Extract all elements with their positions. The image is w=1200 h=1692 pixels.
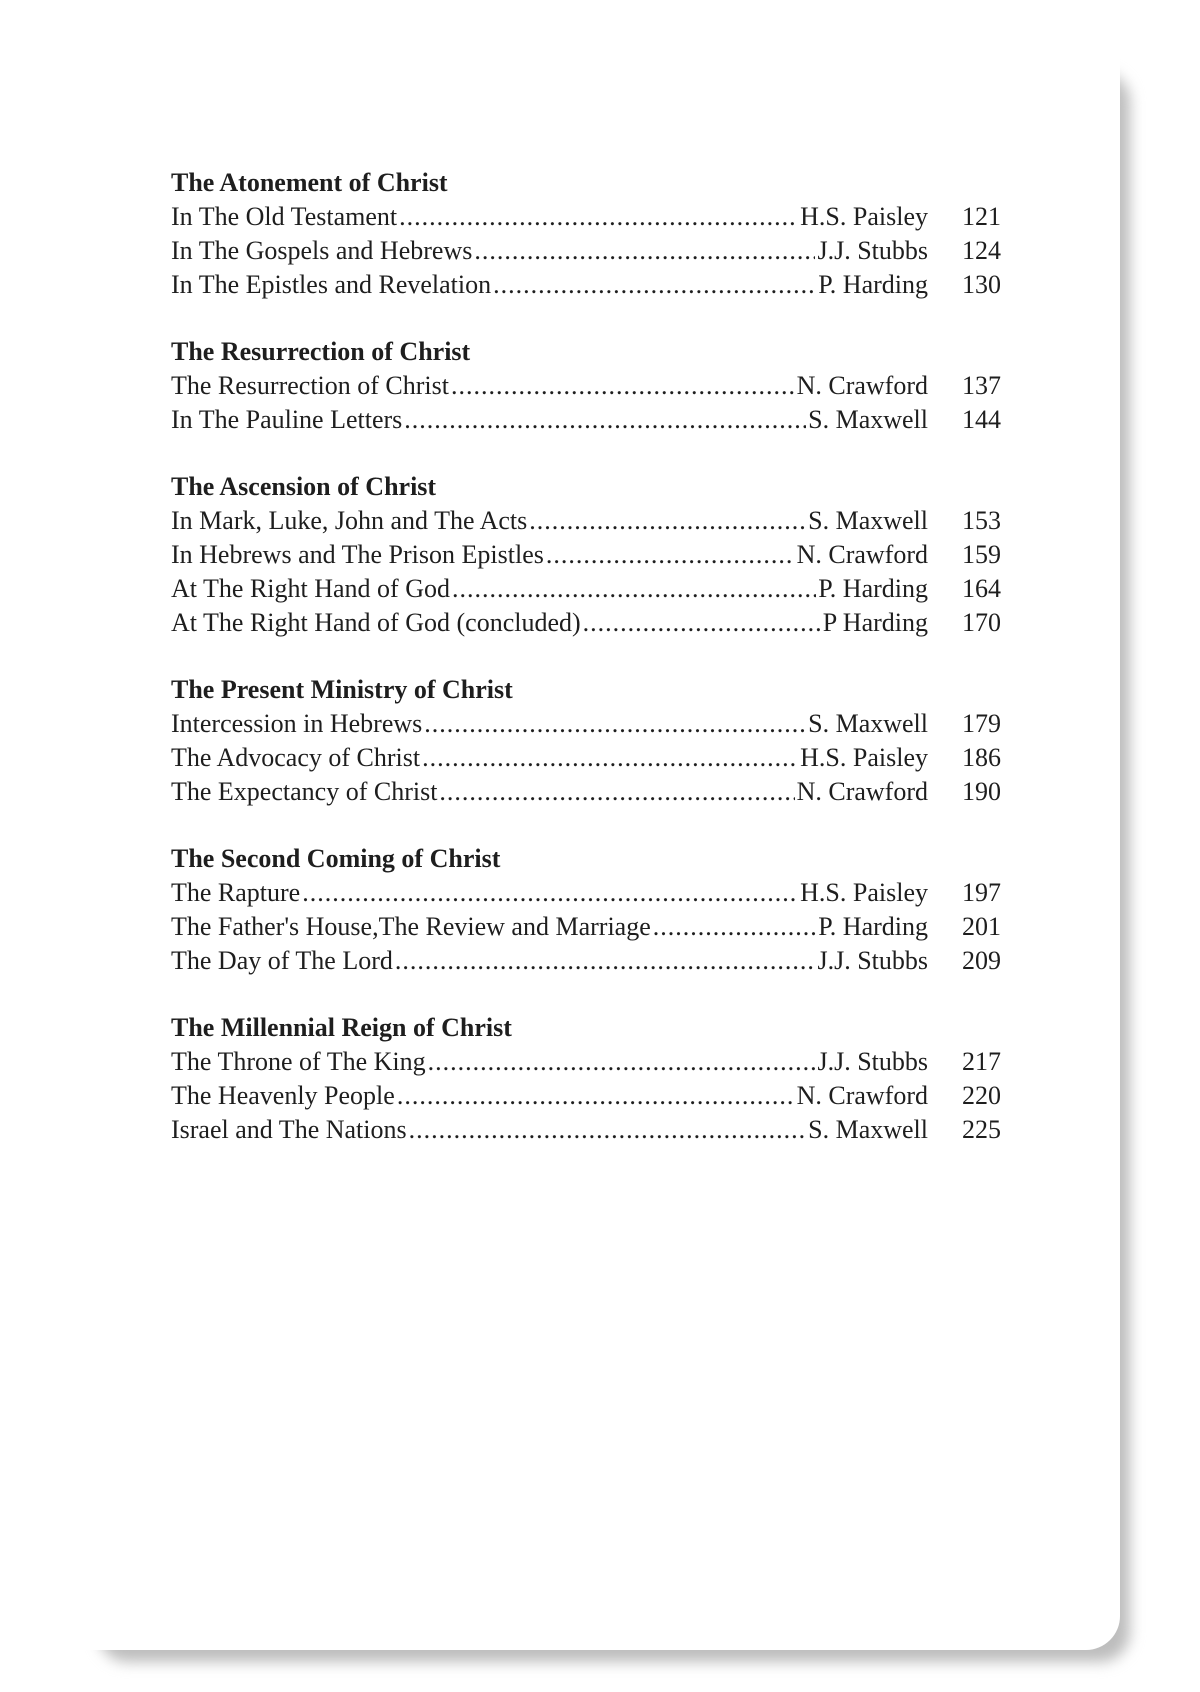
entry-title: The Heavenly People (171, 1081, 395, 1110)
entry-page-number: 144 (962, 405, 1001, 434)
entry-author: P. Harding (818, 270, 928, 299)
entry-page-number: 220 (962, 1081, 1001, 1110)
entry-author: J.J. Stubbs (817, 1047, 928, 1076)
entry-page-number: 197 (962, 878, 1001, 907)
entry-title: At The Right Hand of God (171, 574, 450, 603)
toc-entry-main (171, 504, 928, 538)
toc-entry-main (171, 876, 928, 910)
dot-leader (424, 707, 806, 741)
toc-entry (171, 572, 1001, 606)
toc-entry (171, 1113, 1001, 1147)
toc-section (171, 470, 1001, 640)
entry-author: N. Crawford (796, 777, 928, 806)
entry-page-number: 137 (962, 371, 1001, 400)
dot-leader (399, 200, 798, 234)
dot-leader (409, 1113, 806, 1147)
toc-entry-main (171, 538, 928, 572)
entry-author: S. Maxwell (808, 405, 928, 434)
entry-title: The Rapture (171, 878, 301, 907)
entry-author: P. Harding (818, 912, 928, 941)
toc-entry-main (171, 1045, 928, 1079)
dot-leader (302, 876, 798, 910)
entry-page-number: 209 (962, 946, 1001, 975)
toc-section (171, 166, 1001, 302)
dot-leader (493, 268, 816, 302)
toc-section (171, 1011, 1001, 1147)
toc-entry (171, 741, 1001, 775)
section-heading: The Ascension of Christ (171, 472, 437, 501)
entry-title: In The Gospels and Hebrews (171, 236, 473, 265)
entry-title: At The Right Hand of God (concluded) (171, 608, 581, 637)
dot-leader (395, 944, 816, 978)
entry-page-number: 201 (962, 912, 1001, 941)
entry-page-number: 179 (962, 709, 1001, 738)
entry-title: In The Pauline Letters (171, 405, 403, 434)
section-heading: The Present Ministry of Christ (171, 675, 513, 704)
toc-entry (171, 538, 1001, 572)
dot-leader (452, 572, 816, 606)
dot-leader (451, 369, 795, 403)
entry-title: The Advocacy of Christ (171, 743, 421, 772)
entry-title: In The Old Testament (171, 202, 398, 231)
toc-entry-main (171, 606, 928, 640)
entry-page-number: 124 (962, 236, 1001, 265)
dot-leader (653, 910, 816, 944)
entry-page-number: 217 (962, 1047, 1001, 1076)
entry-page-number: 164 (962, 574, 1001, 603)
toc-entry (171, 1045, 1001, 1079)
dot-leader (428, 1045, 816, 1079)
dot-leader (397, 1079, 795, 1113)
entry-author: H.S. Paisley (800, 202, 928, 231)
dot-leader (474, 234, 815, 268)
toc-entry-main (171, 707, 928, 741)
toc-entry-main (171, 572, 928, 606)
toc-entry-main (171, 944, 928, 978)
toc-entry (171, 234, 1001, 268)
entry-author: S. Maxwell (808, 709, 928, 738)
toc-entry-main (171, 369, 928, 403)
toc-entry (171, 369, 1001, 403)
toc-section (171, 335, 1001, 437)
toc-entry (171, 606, 1001, 640)
entry-page-number: 225 (962, 1115, 1001, 1144)
entry-author: S. Maxwell (808, 506, 928, 535)
table-of-contents (171, 166, 1001, 1180)
section-heading: The Atonement of Christ (171, 168, 448, 197)
entry-author: N. Crawford (796, 371, 928, 400)
toc-entry-main (171, 775, 928, 809)
dot-leader (404, 403, 806, 437)
toc-entry (171, 707, 1001, 741)
entry-author: N. Crawford (796, 540, 928, 569)
toc-entry (171, 403, 1001, 437)
entry-author: P. Harding (818, 574, 928, 603)
entry-title: Intercession in Hebrews (171, 709, 423, 738)
toc-entry-main (171, 403, 928, 437)
dot-leader (439, 775, 794, 809)
toc-entry (171, 775, 1001, 809)
entry-title: In The Epistles and Revelation (171, 270, 492, 299)
toc-entry (171, 944, 1001, 978)
entry-title: The Resurrection of Christ (171, 371, 449, 400)
toc-entry-main (171, 234, 928, 268)
toc-section (171, 842, 1001, 978)
toc-entry-main (171, 741, 928, 775)
toc-entry-main (171, 1113, 928, 1147)
entry-page-number: 170 (962, 608, 1001, 637)
toc-entry-main (171, 910, 928, 944)
entry-page-number: 153 (962, 506, 1001, 535)
toc-entry (171, 910, 1001, 944)
entry-author: H.S. Paisley (800, 743, 928, 772)
entry-title: The Day of The Lord (171, 946, 393, 975)
toc-entry (171, 1079, 1001, 1113)
entry-page-number: 121 (962, 202, 1001, 231)
toc-entry-main (171, 200, 928, 234)
dot-leader (422, 741, 798, 775)
section-heading: The Resurrection of Christ (171, 337, 471, 366)
section-heading: The Millennial Reign of Christ (171, 1013, 512, 1042)
entry-title: In Hebrews and The Prison Epistles (171, 540, 544, 569)
toc-entry (171, 268, 1001, 302)
toc-entry (171, 876, 1001, 910)
toc-entry-main (171, 268, 928, 302)
entry-author: H.S. Paisley (800, 878, 928, 907)
dot-leader (529, 504, 806, 538)
entry-author: P Harding (822, 608, 928, 637)
entry-author: J.J. Stubbs (817, 946, 928, 975)
entry-page-number: 190 (962, 777, 1001, 806)
entry-title: The Father's House,The Review and Marriage (171, 912, 651, 941)
entry-page-number: 159 (962, 540, 1001, 569)
entry-page-number: 186 (962, 743, 1001, 772)
entry-page-number: 130 (962, 270, 1001, 299)
dot-leader (583, 606, 821, 640)
entry-author: S. Maxwell (808, 1115, 928, 1144)
dot-leader (546, 538, 795, 572)
entry-title: In Mark, Luke, John and The Acts (171, 506, 528, 535)
toc-entry-main (171, 1079, 928, 1113)
entry-title: Israel and The Nations (171, 1115, 407, 1144)
toc-entry (171, 504, 1001, 538)
toc-section (171, 673, 1001, 809)
section-heading: The Second Coming of Christ (171, 844, 501, 873)
entry-author: J.J. Stubbs (817, 236, 928, 265)
entry-title: The Throne of The King (171, 1047, 426, 1076)
entry-title: The Expectancy of Christ (171, 777, 438, 806)
entry-author: N. Crawford (796, 1081, 928, 1110)
toc-entry (171, 200, 1001, 234)
